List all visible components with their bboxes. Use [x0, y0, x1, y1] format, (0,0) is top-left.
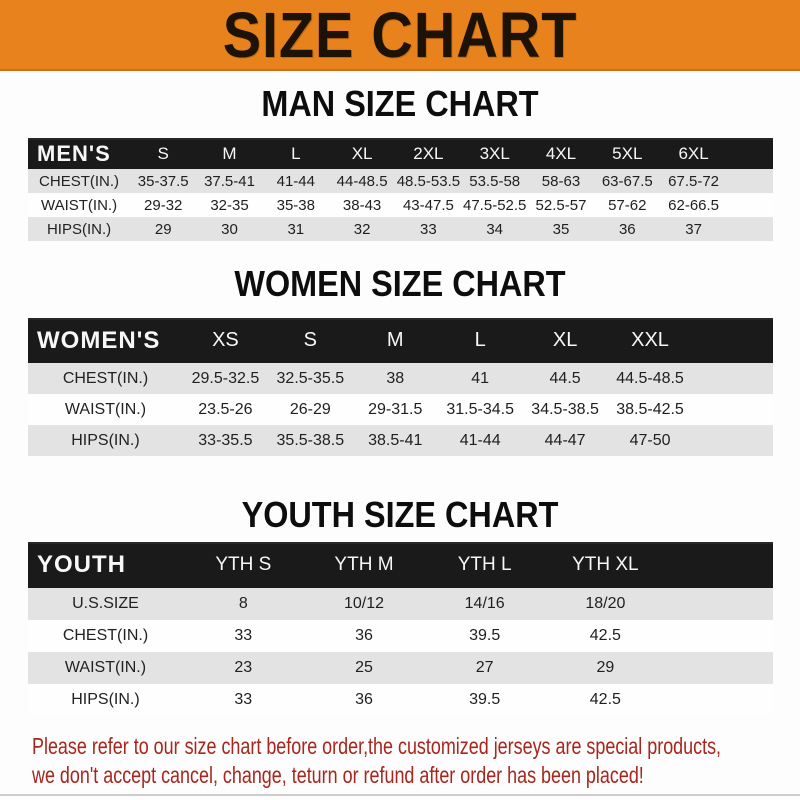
size-value-cell: 41-44	[263, 169, 329, 193]
size-header-cell: M	[353, 318, 438, 363]
size-header-cell: L	[438, 318, 523, 363]
row-label: CHEST(IN.)	[28, 363, 183, 394]
size-value-cell: 47-50	[608, 425, 693, 456]
spacer-cell	[692, 318, 773, 363]
men-size-table	[28, 138, 773, 241]
size-value-cell: 38.5-41	[353, 425, 438, 456]
size-value-cell: 67.5-72	[660, 169, 726, 193]
spacer-cell	[727, 169, 773, 193]
size-header-cell: XS	[183, 318, 268, 363]
bottom-divider	[0, 794, 800, 796]
women-table-label: WOMEN'S	[28, 318, 183, 363]
banner	[0, 0, 800, 71]
youth-table-label: YOUTH	[28, 542, 183, 588]
row-label: CHEST(IN.)	[28, 169, 130, 193]
size-value-cell: 37	[660, 217, 726, 241]
size-value-cell: 36	[594, 217, 660, 241]
size-value-cell: 47.5-52.5	[462, 193, 528, 217]
women-header-row	[28, 318, 773, 363]
spacer-cell	[666, 620, 773, 652]
size-value-cell: 57-62	[594, 193, 660, 217]
spacer-cell	[727, 193, 773, 217]
size-header-cell: 3XL	[462, 138, 528, 169]
size-value-cell: 39.5	[424, 684, 545, 716]
youth-header-row	[28, 542, 773, 588]
size-value-cell: 26-29	[268, 394, 353, 425]
size-value-cell: 32.5-35.5	[268, 363, 353, 394]
size-value-cell: 44.5	[523, 363, 608, 394]
size-header-cell: XL	[329, 138, 395, 169]
size-header-cell: S	[268, 318, 353, 363]
size-value-cell: 39.5	[424, 620, 545, 652]
size-value-cell: 36	[304, 620, 425, 652]
size-value-cell: 29	[545, 652, 666, 684]
size-value-cell: 63-67.5	[594, 169, 660, 193]
men-hips-row	[28, 217, 773, 241]
size-value-cell: 62-66.5	[660, 193, 726, 217]
size-value-cell: 42.5	[545, 620, 666, 652]
size-header-cell: 4XL	[528, 138, 594, 169]
size-value-cell: 29-31.5	[353, 394, 438, 425]
women-hips-row	[28, 425, 773, 456]
banner-title: SIZE CHART	[222, 0, 578, 71]
size-value-cell: 37.5-41	[196, 169, 262, 193]
size-value-cell: 35-37.5	[130, 169, 196, 193]
youth-waist-row	[28, 652, 773, 684]
women-section-heading	[0, 263, 800, 304]
youth-section-heading	[0, 494, 800, 535]
row-label: WAIST(IN.)	[28, 652, 183, 684]
size-value-cell: 33	[183, 620, 304, 652]
size-value-cell: 52.5-57	[528, 193, 594, 217]
men-section-heading-text: MAN SIZE CHART	[261, 83, 539, 124]
size-value-cell: 10/12	[304, 588, 425, 620]
size-value-cell: 25	[304, 652, 425, 684]
size-header-cell: YTH M	[304, 542, 425, 588]
size-value-cell: 18/20	[545, 588, 666, 620]
size-value-cell: 42.5	[545, 684, 666, 716]
size-header-cell: YTH XL	[545, 542, 666, 588]
row-label: U.S.SIZE	[28, 588, 183, 620]
size-value-cell: 58-63	[528, 169, 594, 193]
size-value-cell: 41-44	[438, 425, 523, 456]
size-value-cell: 31	[263, 217, 329, 241]
size-header-cell: YTH L	[424, 542, 545, 588]
size-value-cell: 53.5-58	[462, 169, 528, 193]
row-label: WAIST(IN.)	[28, 394, 183, 425]
youth-size-table	[28, 542, 773, 716]
size-value-cell: 33	[183, 684, 304, 716]
size-value-cell: 33-35.5	[183, 425, 268, 456]
size-value-cell: 43-47.5	[395, 193, 461, 217]
size-value-cell: 29.5-32.5	[183, 363, 268, 394]
size-value-cell: 38	[353, 363, 438, 394]
women-waist-row	[28, 394, 773, 425]
size-header-cell: M	[196, 138, 262, 169]
spacer-cell	[692, 394, 773, 425]
women-chest-row	[28, 363, 773, 394]
size-value-cell: 33	[395, 217, 461, 241]
spacer-cell	[666, 588, 773, 620]
women-section-heading-text: WOMEN SIZE CHART	[234, 263, 566, 304]
youth-ussize-row	[28, 588, 773, 620]
spacer-cell	[727, 138, 773, 169]
size-header-cell: L	[263, 138, 329, 169]
size-value-cell: 35-38	[263, 193, 329, 217]
size-value-cell: 35.5-38.5	[268, 425, 353, 456]
size-value-cell: 32	[329, 217, 395, 241]
spacer-cell	[666, 542, 773, 588]
men-table-label: MEN'S	[28, 138, 130, 169]
size-value-cell: 44.5-48.5	[608, 363, 693, 394]
men-waist-row	[28, 193, 773, 217]
size-value-cell: 29-32	[130, 193, 196, 217]
size-header-cell: YTH S	[183, 542, 304, 588]
men-section-heading	[0, 83, 800, 124]
men-chest-row	[28, 169, 773, 193]
size-value-cell: 34	[462, 217, 528, 241]
youth-section-heading-text: YOUTH SIZE CHART	[241, 494, 559, 535]
size-value-cell: 48.5-53.5	[395, 169, 461, 193]
row-label: WAIST(IN.)	[28, 193, 130, 217]
size-value-cell: 30	[196, 217, 262, 241]
size-value-cell: 34.5-38.5	[523, 394, 608, 425]
youth-chest-row	[28, 620, 773, 652]
row-label: HIPS(IN.)	[28, 425, 183, 456]
size-value-cell: 31.5-34.5	[438, 394, 523, 425]
women-size-table	[28, 318, 773, 456]
row-label: HIPS(IN.)	[28, 684, 183, 716]
row-label: CHEST(IN.)	[28, 620, 183, 652]
size-header-cell: 2XL	[395, 138, 461, 169]
spacer-cell	[692, 425, 773, 456]
size-value-cell: 27	[424, 652, 545, 684]
spacer-cell	[692, 363, 773, 394]
size-value-cell: 38-43	[329, 193, 395, 217]
disclaimer-line-2: we don't accept cancel, change, teturn or refund after order has been placed!	[32, 762, 644, 788]
size-header-cell: XL	[523, 318, 608, 363]
spacer-cell	[727, 217, 773, 241]
size-header-cell: 5XL	[594, 138, 660, 169]
disclaimer-note	[32, 732, 800, 790]
size-value-cell: 41	[438, 363, 523, 394]
size-value-cell: 23	[183, 652, 304, 684]
size-value-cell: 29	[130, 217, 196, 241]
size-header-cell: XXL	[608, 318, 693, 363]
size-value-cell: 8	[183, 588, 304, 620]
size-value-cell: 14/16	[424, 588, 545, 620]
size-value-cell: 32-35	[196, 193, 262, 217]
size-value-cell: 44-48.5	[329, 169, 395, 193]
spacer-cell	[666, 684, 773, 716]
men-header-row	[28, 138, 773, 169]
size-header-cell: 6XL	[660, 138, 726, 169]
youth-hips-row	[28, 684, 773, 716]
size-value-cell: 44-47	[523, 425, 608, 456]
size-value-cell: 23.5-26	[183, 394, 268, 425]
disclaimer-line-1: Please refer to our size chart before order,the customized jerseys are special products,	[32, 733, 722, 759]
size-value-cell: 38.5-42.5	[608, 394, 693, 425]
spacer-cell	[666, 652, 773, 684]
size-value-cell: 35	[528, 217, 594, 241]
size-header-cell: S	[130, 138, 196, 169]
row-label: HIPS(IN.)	[28, 217, 130, 241]
size-value-cell: 36	[304, 684, 425, 716]
